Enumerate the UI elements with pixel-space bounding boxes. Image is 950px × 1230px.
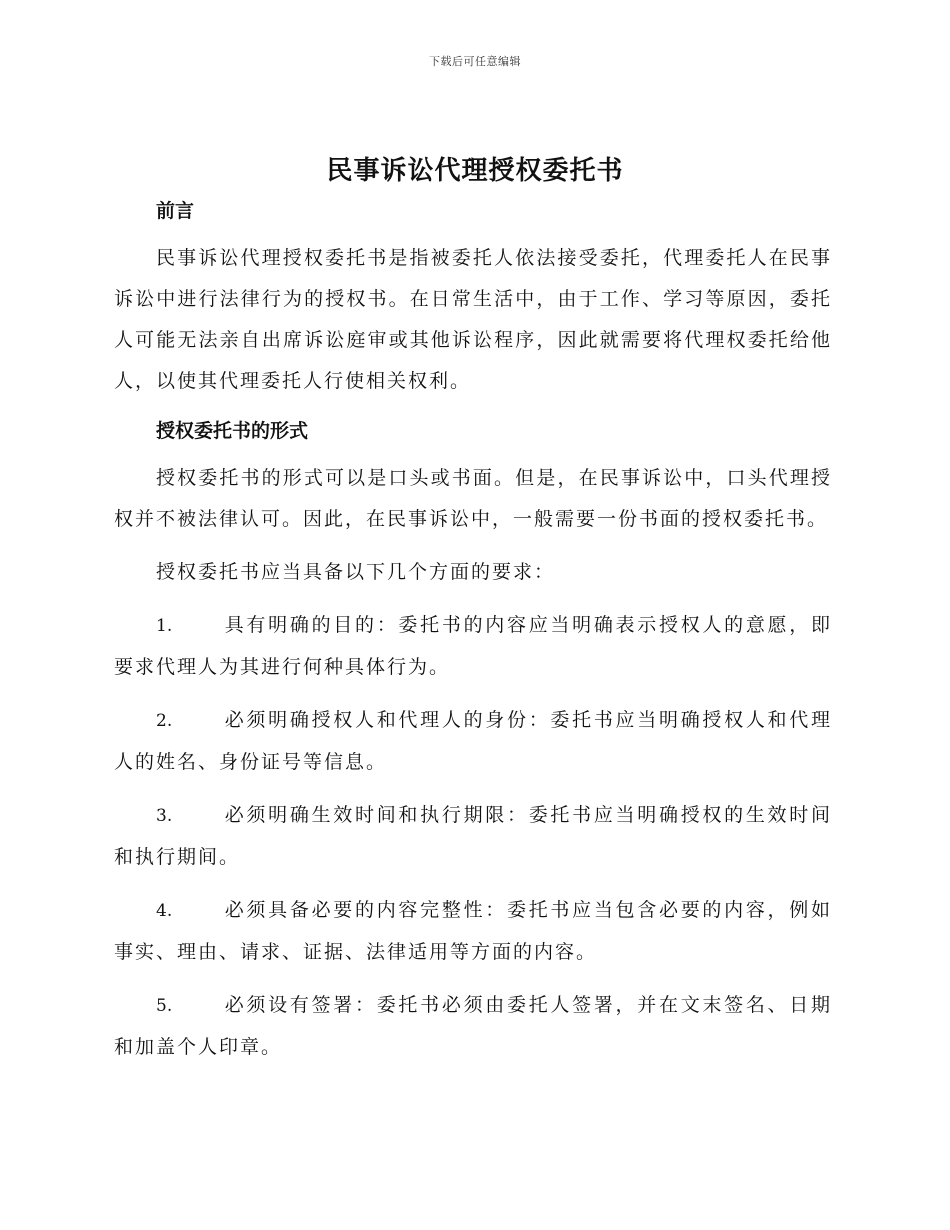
list-item [114, 700, 832, 783]
document-body [114, 196, 832, 1080]
list-item-text: 具有明确的目的：委托书的内容应当明确表示授权人的意愿，即要求代理人为其进行何种具体行为。 [114, 614, 832, 678]
requirements-list [114, 605, 832, 1068]
document-title: 民事诉讼代理授权委托书 [326, 156, 624, 186]
section-heading-preface: 前言 [156, 200, 195, 222]
list-item [114, 985, 832, 1068]
list-item-number: 5. [156, 996, 173, 1016]
section-heading-form: 授权委托书的形式 [156, 420, 309, 442]
list-item-number: 1. [156, 616, 173, 636]
list-item [114, 605, 832, 688]
list-item-number: 2. [156, 711, 173, 731]
header-note: 下载后可任意编辑 [429, 55, 521, 68]
list-item-text: 必须明确授权人和代理人的身份：委托书应当明确授权人和代理人的姓名、身份证号等信息。 [114, 709, 832, 773]
list-item-text: 必须具备必要的内容完整性：委托书应当包含必要的内容，例如事实、理由、请求、证据、法律适用等方面的内容。 [114, 899, 832, 963]
requirements-intro: 授权委托书应当具备以下几个方面的要求： [156, 561, 556, 583]
list-item-number: 4. [156, 901, 173, 921]
list-item [114, 795, 832, 878]
list-item-number: 3. [156, 806, 173, 826]
list-item-text: 必须设有签署：委托书必须由委托人签署，并在文末签名、日期和加盖个人印章。 [114, 994, 832, 1058]
list-item-text: 必须明确生效时间和执行期限：委托书应当明确授权的生效时间和执行期间。 [114, 804, 832, 868]
form-paragraph: 授权委托书的形式可以是口头或书面。但是，在民事诉讼中，口头代理授权并不被法律认可。因此，在民事诉讼中，一般需要一份书面的授权委托书。 [114, 467, 832, 530]
preface-paragraph: 民事诉讼代理授权委托书是指被委托人依法接受委托，代理委托人在民事诉讼中进行法律行为的授权书。在日常生活中，由于工作、学习等原因，委托人可能无法亲自出席诉讼庭审或其他诉讼程序，因此就需要将代理权委托给他人，以使其代理委托人行使相关权利。 [114, 247, 832, 392]
list-item [114, 890, 832, 973]
